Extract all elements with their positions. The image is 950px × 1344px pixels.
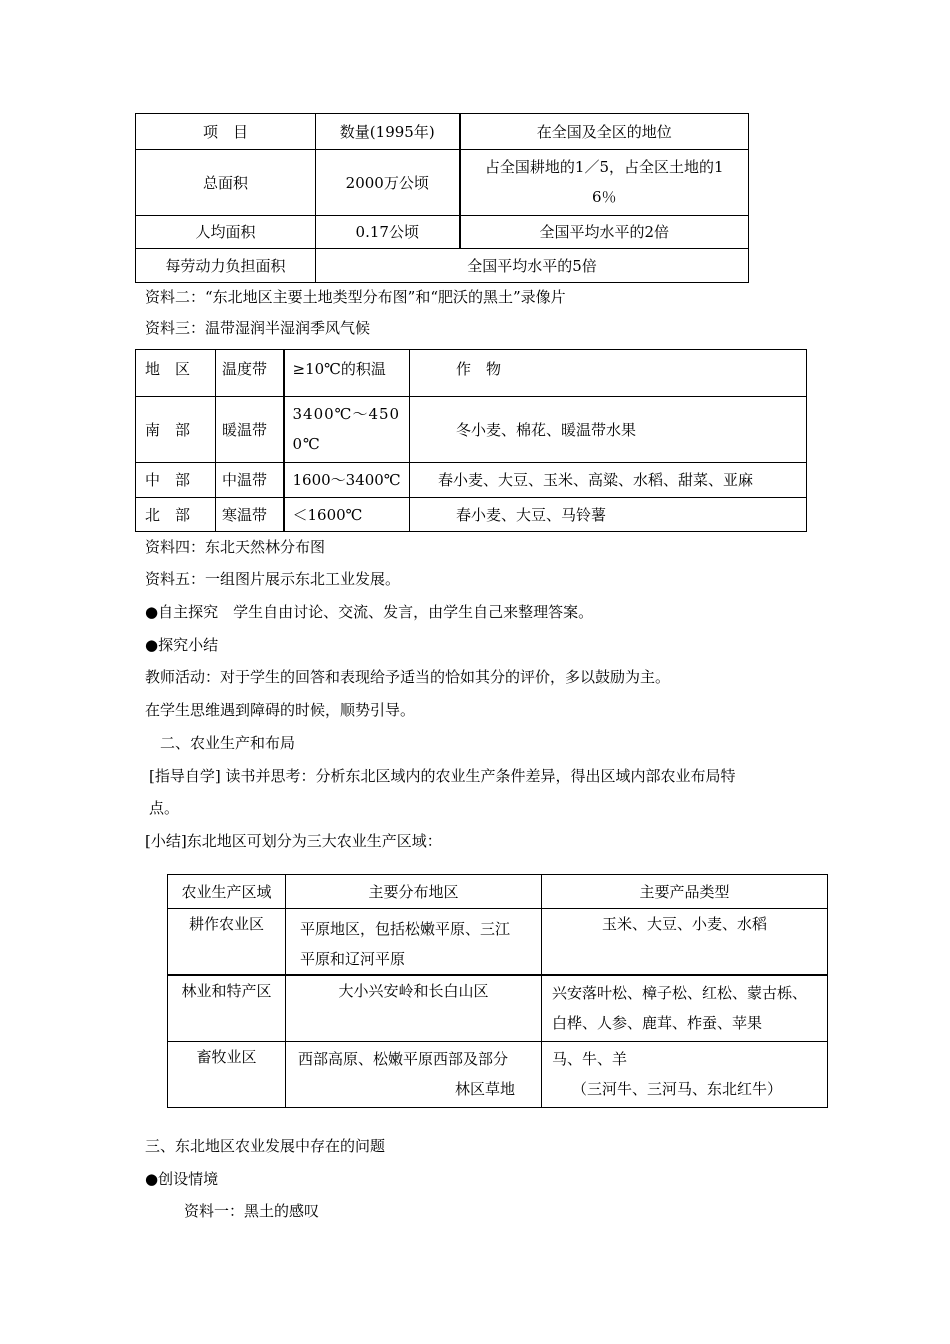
- bullet-self-explore: ●自主探究 学生自由讨论、交流、发言，由学生自己来整理答案。: [145, 603, 594, 621]
- table-cell: 2000万公顷: [316, 150, 460, 216]
- table-cell: ＜1600℃: [284, 498, 410, 532]
- table-cell: [286, 1041, 542, 1107]
- table-cell: 1600～3400℃: [284, 463, 410, 498]
- table-cell: 暖温带: [216, 397, 284, 463]
- guidance-text: 在学生思维遇到障碍的时候，顺势引导。: [145, 701, 416, 719]
- material-2: 资料二：“东北地区主要土地类型分布图”和“肥沃的黑土”录像片: [145, 288, 566, 306]
- table-cell: 寒温带: [216, 498, 284, 532]
- cell-line: 兴安落叶松、樟子松、红松、蒙古栎、: [552, 984, 808, 1002]
- table-cell: 总面积: [136, 150, 316, 216]
- section-3-heading: 三、东北地区农业发展中存在的问题: [145, 1137, 386, 1155]
- cell-line: 3400℃～450: [292, 405, 401, 423]
- table-cell: 0.17公顷: [316, 216, 460, 249]
- table-cell: 春小麦、大豆、玉米、高粱、水稻、甜菜、亚麻: [410, 463, 807, 498]
- table-header-cell: 数量(1995年): [316, 114, 460, 150]
- cell-line: 0℃: [292, 435, 321, 453]
- self-study-line-1: [指导自学] 读书并思考：分析东北区域内的农业生产条件差异，得出区域内部农业布局特: [149, 767, 736, 785]
- table-cell: [460, 150, 749, 216]
- agriculture-table: [167, 874, 828, 1108]
- cell-line: 白桦、人参、鹿茸、柞蚕、苹果: [552, 1014, 763, 1032]
- teacher-activity: 教师活动：对于学生的回答和表现给予适当的恰如其分的评价，多以鼓励为主。: [145, 668, 671, 686]
- table-cell: 南 部: [136, 397, 216, 463]
- table-cell: 北 部: [136, 498, 216, 532]
- table-header-cell: 作 物: [410, 350, 807, 397]
- cell-line: 马、牛、羊: [552, 1049, 628, 1068]
- land-table: [135, 113, 749, 283]
- bullet-create-scene: ●创设情境: [145, 1170, 219, 1188]
- section-2-heading: 二、农业生产和布局: [160, 734, 296, 752]
- table-cell: [542, 1041, 828, 1107]
- cell-line: 林区草地: [454, 1079, 515, 1098]
- table-header-cell: 主要分布地区: [286, 875, 542, 909]
- table-cell: 每劳动力负担面积: [136, 249, 316, 283]
- table-header-cell: 地 区: [136, 350, 216, 397]
- table-cell: 冬小麦、棉花、暖温带水果: [410, 397, 807, 463]
- table-header-cell: ≥10℃的积温: [284, 350, 410, 397]
- table-cell: 中 部: [136, 463, 216, 498]
- cell-line: 占全国耕地的1／5，占全区土地的1: [484, 158, 724, 176]
- cell-line: 平原地区，包括松嫩平原、三江: [300, 920, 511, 938]
- material-4: 资料四：东北天然林分布图: [145, 538, 326, 556]
- table-cell: [286, 909, 542, 976]
- summary-text: [小结]东北地区可划分为三大农业生产区域：: [145, 832, 442, 850]
- table-header-cell: 农业生产区域: [168, 875, 286, 909]
- material-1-black-soil: 资料一：黑土的感叹: [184, 1202, 320, 1220]
- table-cell: 中温带: [216, 463, 284, 498]
- table-cell: [542, 975, 828, 1041]
- cell-line: 平原和辽河平原: [300, 950, 406, 968]
- self-study-line-2: 点。: [149, 799, 180, 817]
- table-header-cell: 主要产品类型: [542, 875, 828, 909]
- table-cell: 人均面积: [136, 216, 316, 249]
- table-cell: [284, 397, 410, 463]
- table-cell: 耕作农业区: [168, 909, 286, 976]
- table-cell: 畜牧业区: [168, 1041, 286, 1107]
- table-cell: 玉米、大豆、小麦、水稻: [542, 909, 828, 976]
- material-5: 资料五：一组图片展示东北工业发展。: [145, 570, 401, 588]
- cell-line: （三河牛、三河马、东北红牛）: [572, 1079, 783, 1098]
- table-cell: 全国平均水平的2倍: [460, 216, 749, 249]
- table-header-cell: 项 目: [136, 114, 316, 150]
- table-cell: 林业和特产区: [168, 975, 286, 1041]
- bullet-summary: ●探究小结: [145, 636, 219, 654]
- cell-line: 西部高原、松嫩平原西部及部分: [298, 1049, 509, 1068]
- material-3: 资料三：温带湿润半湿润季风气候: [145, 319, 371, 337]
- table-header-cell: 在全国及全区的地位: [460, 114, 749, 150]
- table-header-cell: 温度带: [216, 350, 284, 397]
- cell-line: 6％: [591, 188, 617, 206]
- table-cell: 春小麦、大豆、马铃薯: [410, 498, 807, 532]
- climate-table: [135, 349, 807, 532]
- table-cell: 全国平均水平的5倍: [316, 249, 749, 283]
- table-cell: 大小兴安岭和长白山区: [286, 975, 542, 1041]
